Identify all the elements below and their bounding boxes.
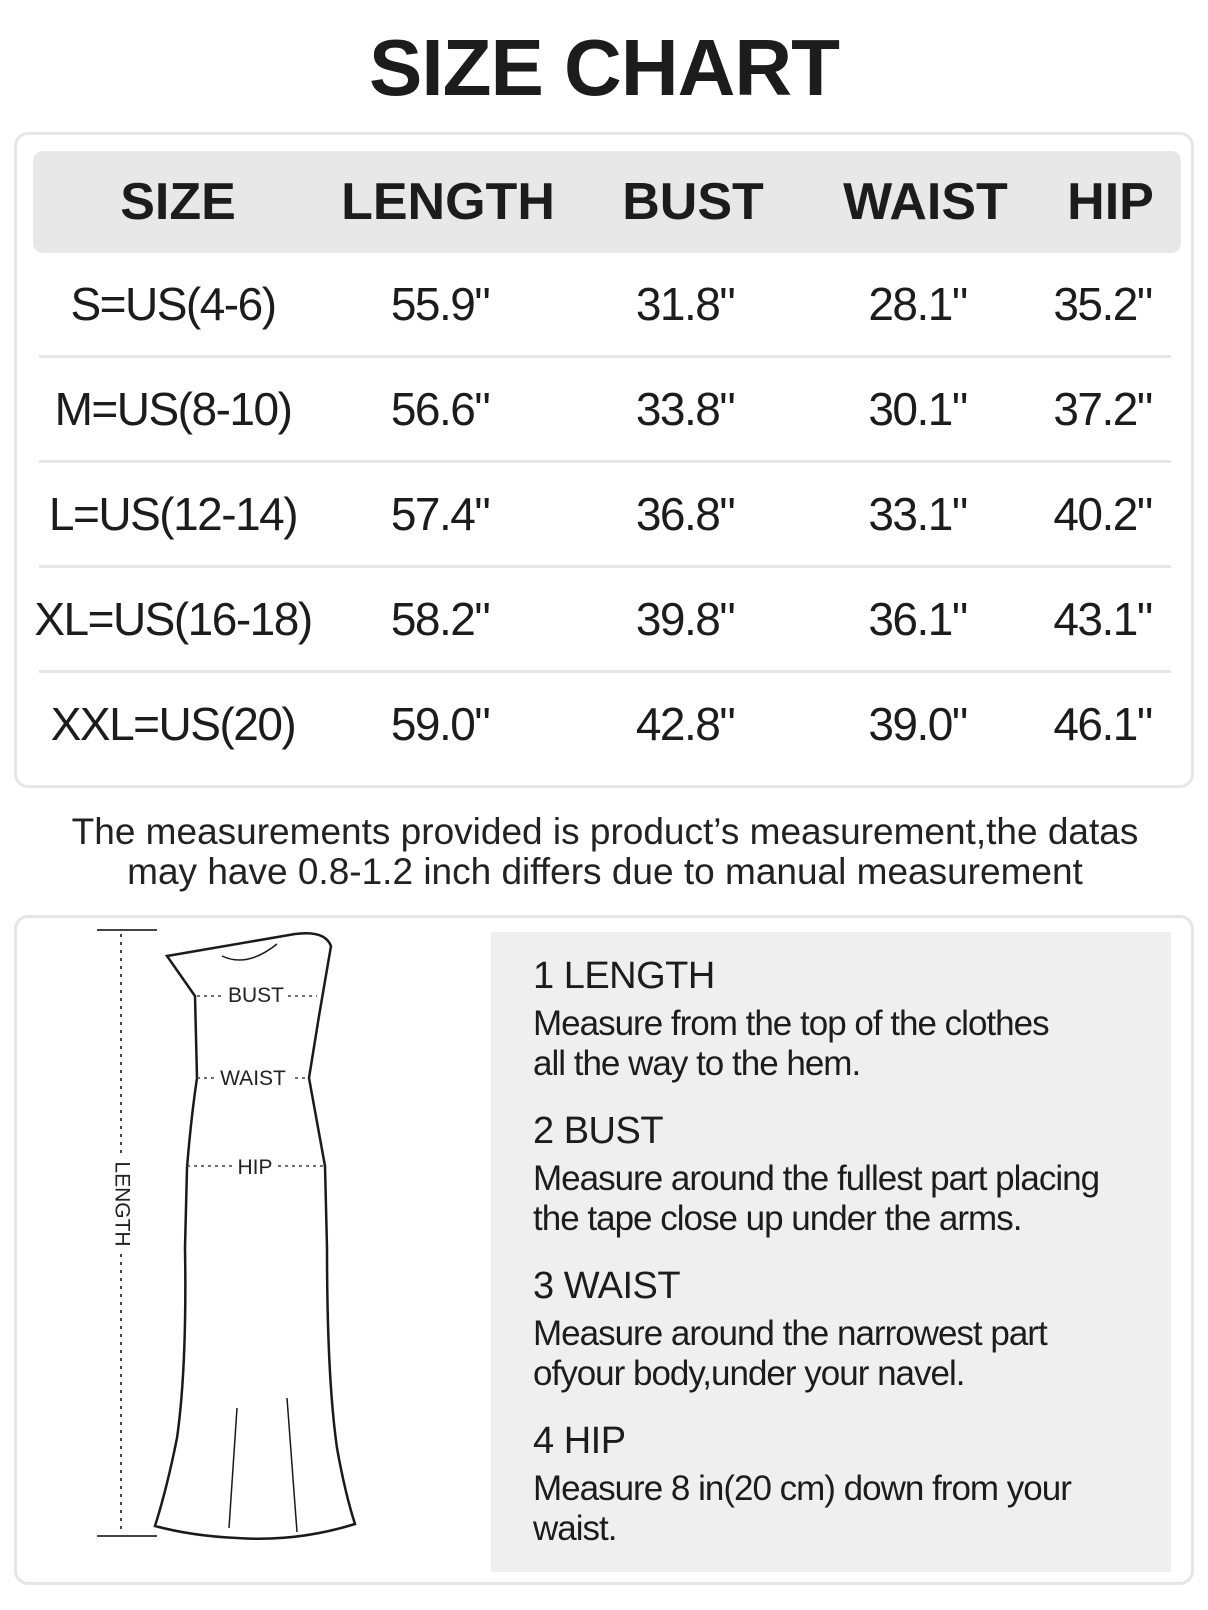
cell-hip: 46.1" (1053, 698, 1152, 750)
table-row (34, 568, 1171, 673)
instruction-line: Measure 8 in(20 cm) down from your (533, 1469, 1071, 1508)
cell-waist: 39.0" (868, 698, 967, 750)
note-line-1: The measurements provided is product’s measurement,the datas (71, 811, 1139, 852)
header-length: LENGTH (341, 173, 555, 231)
cell-length: 56.6" (390, 383, 490, 435)
cell-bust: 36.8" (635, 488, 735, 540)
cell-length: 57.4" (390, 488, 490, 540)
header-size: SIZE (120, 173, 236, 231)
cell-size: XXL=US(20) (50, 698, 296, 750)
dress-diagram-illustration (97, 928, 397, 1578)
size-table (14, 132, 1194, 788)
instruction-hip (533, 1419, 1163, 1549)
cell-waist: 33.1" (868, 488, 967, 540)
cell-bust: 39.8" (635, 593, 735, 645)
waist-label: WAIST (220, 1067, 286, 1090)
cell-size: XL=US(16-18) (34, 593, 312, 645)
table-row (39, 673, 1171, 778)
bust-label: BUST (227, 984, 285, 1007)
table-header (33, 151, 1181, 253)
instruction-text (533, 1159, 1163, 1239)
instruction-heading: 3 WAIST (533, 1265, 681, 1307)
instruction-text (533, 1004, 1163, 1084)
cell-waist: 30.1" (868, 383, 967, 435)
cell-bust: 33.8" (635, 383, 735, 435)
cell-waist: 36.1" (868, 593, 967, 645)
instruction-line: all the way to the hem. (533, 1044, 861, 1083)
instruction-line: waist. (533, 1509, 617, 1548)
hip-label: HIP (237, 1156, 273, 1179)
cell-bust: 42.8" (635, 698, 735, 750)
instructions-panel (491, 932, 1171, 1572)
instruction-heading: 4 HIP (533, 1420, 626, 1462)
page-title: SIZE CHART (369, 23, 839, 112)
instruction-line: Measure around the fullest part placing (533, 1159, 1100, 1198)
cell-length: 55.9" (390, 278, 490, 330)
instruction-line: Measure from the top of the clothes (533, 1004, 1049, 1043)
cell-hip: 40.2" (1053, 488, 1152, 540)
cell-size: L=US(12-14) (48, 488, 298, 540)
instruction-line: Measure around the narrowest part (533, 1314, 1047, 1353)
cell-size: S=US(4-6) (70, 278, 276, 330)
instruction-heading: 2 BUST (533, 1110, 664, 1152)
instruction-heading: 1 LENGTH (533, 955, 715, 997)
instruction-line: ofyour body,under your navel. (533, 1354, 965, 1393)
cell-length: 58.2" (390, 593, 490, 645)
instruction-text (533, 1314, 1163, 1394)
cell-waist: 28.1" (868, 278, 967, 330)
instruction-line: the tape close up under the arms. (533, 1199, 1022, 1238)
table-row (39, 358, 1171, 463)
header-waist: WAIST (843, 173, 1008, 231)
table-row (39, 253, 1171, 358)
header-bust: BUST (622, 173, 764, 231)
cell-size: M=US(8-10) (54, 383, 292, 435)
measure-guide (14, 915, 1194, 1585)
measurement-note (30, 812, 1180, 892)
instruction-length (533, 954, 1163, 1084)
instruction-waist (533, 1264, 1163, 1394)
instruction-text (533, 1469, 1163, 1549)
skirt-folds (229, 1398, 297, 1532)
neckline (222, 944, 277, 960)
cell-bust: 31.8" (635, 278, 735, 330)
instruction-bust (533, 1109, 1163, 1239)
dress-outline (155, 933, 355, 1539)
cell-hip: 35.2" (1053, 278, 1152, 330)
note-line-2: may have 0.8-1.2 inch differs due to manual measurement (127, 851, 1083, 892)
cell-hip: 43.1" (1053, 593, 1152, 645)
cell-hip: 37.2" (1053, 383, 1152, 435)
cell-length: 59.0" (390, 698, 490, 750)
table-row (39, 463, 1171, 568)
length-label: LENGTH (110, 1161, 134, 1247)
header-hip: HIP (1067, 173, 1154, 231)
